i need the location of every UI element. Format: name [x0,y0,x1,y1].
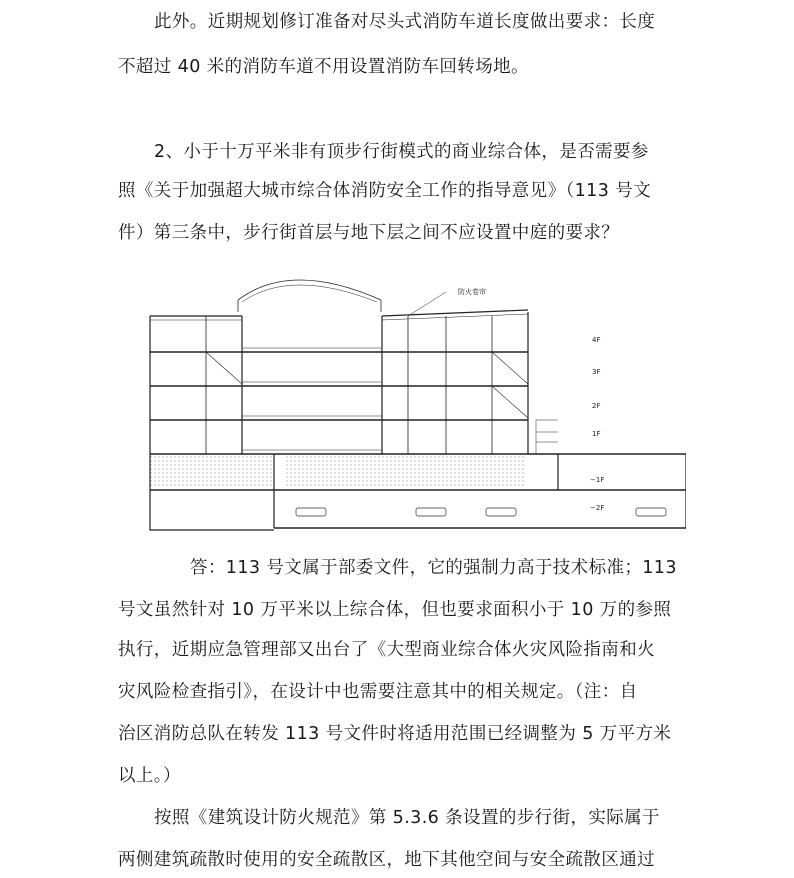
para1-line1: 此外。近期规划修订准备对尽头式消防车道长度做出要求：长度 [154,12,656,32]
callout-leader [408,292,446,316]
para3-line1: 按照《建筑设计防火规范》第 5.3.6 条设置的步行街，实际属于 [154,808,660,828]
question-line2: 照《关于加强超大城市综合体消防安全工作的指导意见》（113 号文 [118,181,652,201]
section-drawing [146,272,686,534]
question-line3: 件）第三条中，步行街首层与地下层之间不应设置中庭的要求？ [118,223,620,243]
floor-label-3f: 3F [592,368,601,376]
roof-arch [238,280,381,300]
para1-line2: 不超过 40 米的消防车道不用设置消防车回转场地。 [118,57,529,77]
para3-line2: 两侧建筑疏散时使用的安全疏散区，地下其他空间与安全疏散区通过 [118,850,655,870]
building-section-figure [146,272,686,534]
stair-block [536,420,558,454]
answer-line5: 治区消防总队在转发 113 号文件时将适用范围已经调整为 5 万平方米 [118,724,672,744]
car-icons [296,508,666,516]
answer-line1: 答：113 号文属于部委文件，它的强制力高于技术标准；113 [190,558,677,578]
floor-label-b1: −1F [590,476,605,484]
floor-label-4f: 4F [592,336,601,344]
escalators [206,352,528,418]
answer-line3: 执行，近期应急管理部又出台了《大型商业综合体火灾风险指南和火 [118,640,655,660]
floor-label-1f: 1F [592,430,601,438]
question-line1: 2、小于十万平米非有顶步行街模式的商业综合体，是否需要参 [154,142,649,162]
answer-line6: 以上。） [118,766,181,786]
floor-label-b2: −2F [590,504,605,512]
atrium-railings [242,348,382,450]
answer-line4: 灾风险检查指引》，在设计中也需要注意其中的相关规定。（注：自 [118,682,638,702]
floor-label-2f: 2F [592,402,601,410]
fire-shutter-label: 防火卷帘 [458,288,486,296]
answer-line2: 号文虽然针对 10 万平米以上综合体，但也要求面积小于 10 万的参照 [118,600,672,620]
